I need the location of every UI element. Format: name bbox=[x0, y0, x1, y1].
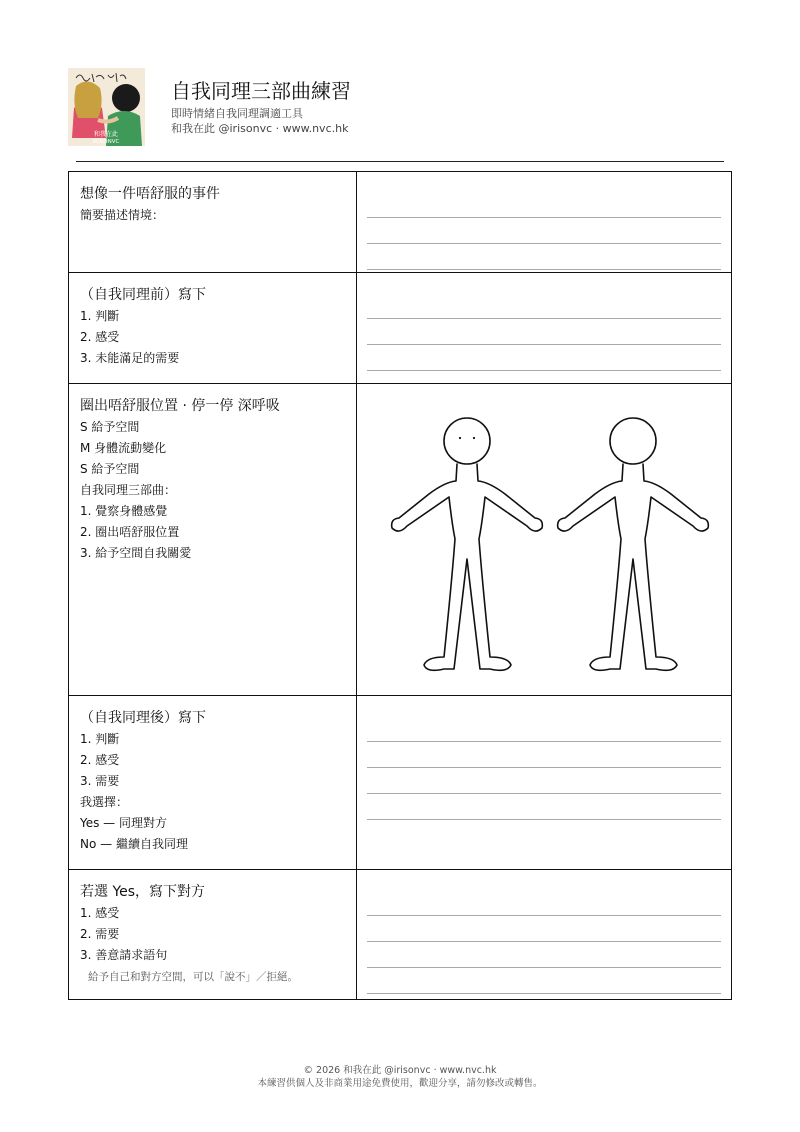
row-item: 1. 覺察身體感覺 bbox=[80, 504, 168, 518]
page-byline: 和我在此 @irisonvc · www.nvc.hk bbox=[171, 122, 349, 135]
row-item: 2. 圈出唔舒服位置 bbox=[80, 525, 180, 539]
footer-license: 本練習供個人及非商業用途免費使用，歡迎分享，請勿修改或轉售。 bbox=[257, 1078, 543, 1089]
row-prompt-cell bbox=[69, 273, 357, 384]
writing-line[interactable] bbox=[367, 345, 721, 371]
writing-line[interactable] bbox=[367, 742, 721, 768]
writing-area[interactable] bbox=[357, 696, 732, 870]
writing-line[interactable] bbox=[367, 890, 721, 916]
writing-line[interactable] bbox=[367, 319, 721, 345]
row-item: M 身體流動變化 bbox=[80, 441, 167, 455]
footer-copyright: © 2026 和我在此 @irisonvc · www.nvc.hk bbox=[303, 1065, 497, 1076]
writing-line[interactable] bbox=[367, 716, 721, 742]
row-item: 1. 判斷 bbox=[80, 309, 120, 323]
row-item: 1. 判斷 bbox=[80, 732, 120, 746]
writing-line[interactable] bbox=[367, 942, 721, 968]
row-item: 2. 需要 bbox=[80, 927, 120, 941]
row-prompt-cell bbox=[69, 696, 357, 870]
worksheet-row-body bbox=[69, 384, 732, 696]
row-item: 簡要描述情境： bbox=[80, 208, 165, 222]
row-item: 自我同理三部曲： bbox=[80, 483, 177, 497]
row-item: 我選擇： bbox=[80, 795, 129, 809]
page-footer bbox=[0, 1064, 800, 1090]
row-item: 2. 感受 bbox=[80, 330, 120, 344]
row-item: 2. 感受 bbox=[80, 753, 120, 767]
row-note: 給予自己和對方空間，可以「說不」／拒絕。 bbox=[88, 971, 298, 983]
writing-area[interactable] bbox=[357, 172, 732, 273]
header-titles bbox=[171, 78, 351, 136]
row-item: S 給予空間 bbox=[80, 420, 140, 434]
page-title: 自我同理三部曲練習 bbox=[171, 79, 351, 103]
writing-lines bbox=[367, 192, 721, 270]
writing-line[interactable] bbox=[367, 293, 721, 319]
page-header bbox=[68, 68, 728, 148]
choice-yes: Yes — 同理對方 bbox=[80, 816, 168, 830]
row-title: 若選 Yes，寫下對方 bbox=[80, 884, 206, 900]
worksheet-row-other bbox=[69, 870, 732, 1000]
writing-lines bbox=[367, 890, 721, 994]
svg-text:IRISONVC: IRISONVC bbox=[92, 139, 120, 145]
row-prompt-cell bbox=[69, 870, 357, 1000]
row-title: 圈出唔舒服位置 · 停一停 深呼吸 bbox=[80, 398, 280, 414]
row-title: 想像一件唔舒服的事件 bbox=[80, 186, 220, 202]
page-subtitle: 即時情緒自我同理調適工具 bbox=[171, 107, 303, 120]
writing-area[interactable] bbox=[357, 870, 732, 1000]
row-item: 3. 善意請求語句 bbox=[80, 948, 168, 962]
writing-line[interactable] bbox=[367, 192, 721, 218]
row-item: 3. 未能滿足的需要 bbox=[80, 351, 180, 365]
logo-illustration bbox=[68, 68, 145, 146]
brand-logo bbox=[68, 68, 145, 146]
writing-line[interactable] bbox=[367, 968, 721, 994]
writing-line[interactable] bbox=[367, 794, 721, 820]
writing-lines bbox=[367, 716, 721, 820]
row-title: （自我同理前）寫下 bbox=[80, 287, 206, 303]
row-item: S 給予空間 bbox=[80, 462, 140, 476]
row-prompt-cell bbox=[69, 384, 357, 696]
row-prompt-cell bbox=[69, 172, 357, 273]
body-outline-back[interactable] bbox=[558, 418, 709, 670]
choice-no: No — 繼續自我同理 bbox=[80, 837, 188, 851]
worksheet-row-before bbox=[69, 273, 732, 384]
body-figure-area[interactable] bbox=[357, 384, 732, 696]
writing-line[interactable] bbox=[367, 218, 721, 244]
writing-line[interactable] bbox=[367, 768, 721, 794]
worksheet-row-event bbox=[69, 172, 732, 273]
header-divider bbox=[76, 161, 724, 162]
worksheet-table bbox=[68, 171, 732, 1000]
svg-text:和我在此: 和我在此 bbox=[93, 131, 119, 138]
worksheet-row-after bbox=[69, 696, 732, 870]
row-title: （自我同理後）寫下 bbox=[80, 710, 206, 726]
row-item: 1. 感受 bbox=[80, 906, 120, 920]
row-item: 3. 需要 bbox=[80, 774, 120, 788]
writing-area[interactable] bbox=[357, 273, 732, 384]
writing-line[interactable] bbox=[367, 916, 721, 942]
body-outline-front[interactable] bbox=[392, 418, 543, 670]
writing-lines bbox=[367, 293, 721, 371]
body-outline-figures[interactable] bbox=[357, 384, 753, 696]
row-item: 3. 給予空間自我關愛 bbox=[80, 546, 192, 560]
writing-line[interactable] bbox=[367, 244, 721, 270]
